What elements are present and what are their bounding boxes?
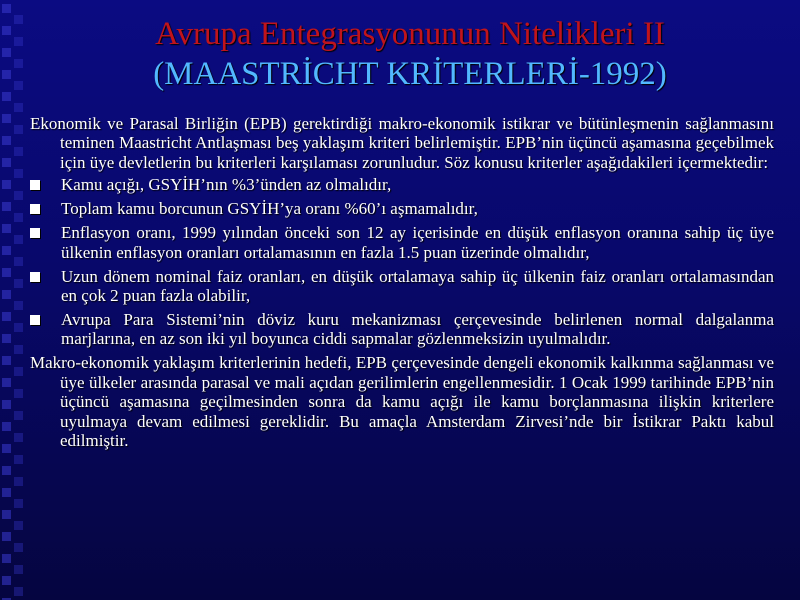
decorative-square [14, 59, 23, 68]
decorative-square [2, 488, 11, 497]
decorative-square [2, 268, 11, 277]
square-bullet-icon [30, 180, 40, 190]
decorative-square [14, 301, 23, 310]
decorative-square [14, 81, 23, 90]
decorative-square [14, 125, 23, 134]
decorative-square [2, 114, 11, 123]
decorative-square [14, 147, 23, 156]
decorative-square [2, 444, 11, 453]
decorative-square [2, 532, 11, 541]
decorative-square [2, 158, 11, 167]
decorative-square [2, 4, 11, 13]
decorative-square [14, 499, 23, 508]
decorative-square [14, 411, 23, 420]
decorative-square [14, 213, 23, 222]
decorative-square [2, 312, 11, 321]
decorative-square [2, 510, 11, 519]
decorative-square [14, 169, 23, 178]
decorative-square [2, 26, 11, 35]
slide-body [30, 114, 774, 453]
decorative-square [2, 136, 11, 145]
list-item [30, 310, 774, 349]
decorative-square [2, 356, 11, 365]
decorative-square [2, 92, 11, 101]
list-item-text: Kamu açığı, GSYİH’nın %3’ünden az olmalıdır, [61, 175, 392, 195]
decorative-square [14, 103, 23, 112]
decorative-square [14, 279, 23, 288]
decorative-square [2, 290, 11, 299]
decorative-square [2, 576, 11, 585]
decorative-square [14, 235, 23, 244]
decorative-square [2, 378, 11, 387]
decorative-square [14, 15, 23, 24]
square-bullet-icon [30, 228, 40, 238]
decorative-square [2, 202, 11, 211]
list-item [30, 199, 774, 218]
decorative-square [2, 400, 11, 409]
list-item-text: Uzun dönem nominal faiz oranları, en düşük ortalamaya sahip üç ülkenin faiz oranları ortalamasından en çok 2 puan fazla olabilir, [61, 266, 774, 306]
decorative-square [2, 334, 11, 343]
intro-paragraph: Ekonomik ve Parasal Birliğin (EPB) gerektirdiği makro-ekonomik istikrar ve bütünleşmenin sağlanmasını teminen Maastricht Antlaşması beş yaklaşım kriteri belirlemiştir. EPB’nin üçüncü aşamasına geçebilmek için üye devletlerin bu kriterleri karşılaması zorunludur. Söz konusu kriterler aşağıdakileri içermektedir: [30, 114, 774, 172]
slide-title-line2: (MAASTRİCHT KRİTERLERİ-1992) [153, 56, 667, 92]
decorative-square [14, 433, 23, 442]
decorative-square [14, 257, 23, 266]
decorative-square [2, 554, 11, 563]
decorative-square [2, 48, 11, 57]
decorative-square [14, 323, 23, 332]
decorative-square-strip [0, 0, 30, 600]
list-item [30, 223, 774, 262]
list-item-text: Toplam kamu borcunun GSYİH’ya oranı %60’ı aşmamalıdır, [61, 199, 478, 219]
list-item-text: Avrupa Para Sistemi’nin döviz kuru mekanizması çerçevesinde belirlenen normal dalgalanma marjlarına, en az son iki yıl boyunca ciddi sapmalar gözlenmeksizin uyulmalıdır. [61, 310, 774, 349]
list-item [30, 175, 774, 194]
conclusion-paragraph: Makro-ekonomik yaklaşım kriterlerinin hedefi, EPB çerçevesinde dengeli ekonomik kalkınma sağlanması ve üye ülkeler arasında parasal ve mali açıdan gerilimlerin engellenmesidir. 1 Ocak 1999 tarihinde EPB’nin üçüncü aşamasına geçilmesinden sonra da kamu açığı ile kamu borçlanmasına ilişkin kriterlere uyulmaya devam edilmesi gereklidir. Bu amaçla Amsterdam Zirvesi’nde bir İstikrar Paktı kabul edilmiştir. [30, 353, 774, 451]
decorative-square [2, 466, 11, 475]
decorative-square [14, 455, 23, 464]
square-bullet-icon [30, 204, 40, 214]
decorative-square [14, 191, 23, 200]
decorative-square [2, 224, 11, 233]
decorative-square [2, 422, 11, 431]
square-bullet-icon [30, 272, 40, 282]
decorative-square [14, 37, 23, 46]
decorative-square [2, 246, 11, 255]
decorative-square [14, 565, 23, 574]
decorative-square [2, 180, 11, 189]
decorative-square [14, 521, 23, 530]
slide-title [40, 14, 780, 94]
decorative-square [14, 367, 23, 376]
criteria-list [30, 175, 774, 349]
list-item-text: Enflasyon oranı, 1999 yılından önceki son 12 ay içerisinde en düşük enflasyon oranına sahip üç üye ülkenin enflasyon oranları ortalamasının en fazla 1.5 puan üzerinde olmalıdır, [61, 223, 774, 262]
decorative-square [2, 70, 11, 79]
square-bullet-icon [30, 315, 40, 325]
list-item [30, 267, 774, 306]
decorative-square [14, 345, 23, 354]
decorative-square [14, 543, 23, 552]
slide-title-line1: Avrupa Entegrasyonunun Nitelikleri II [155, 16, 665, 52]
decorative-square [14, 477, 23, 486]
decorative-square [14, 587, 23, 596]
decorative-square [14, 389, 23, 398]
